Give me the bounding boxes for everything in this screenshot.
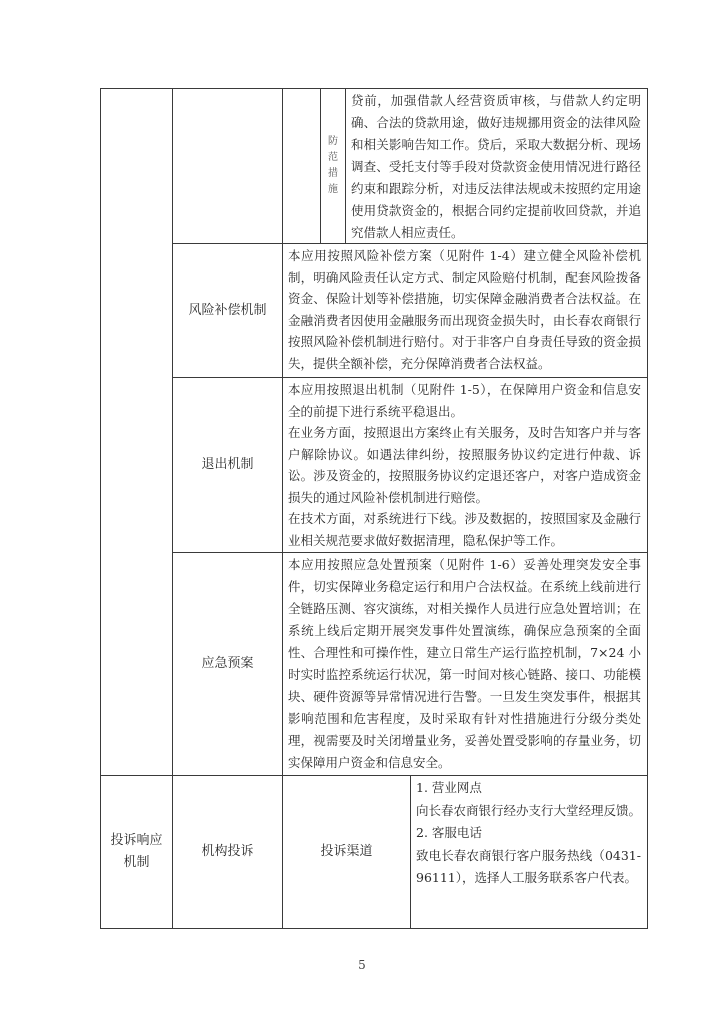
complaint-category-line-2: 机制 xyxy=(123,855,150,870)
exit-paragraph-2: 在业务方面，按照退出方案终止有关服务，及时告知客户并与客户解除协议。如遇法律纠纷，按照服务协议约定进行仲裁、诉讼。涉及资金的，按照服务协议约定退还客户，对客户造成资金损失的通过风险补偿机制进行赔偿。 xyxy=(288,425,641,505)
channel-item-hotline-title: 2. 客服电话 xyxy=(416,825,482,840)
channel-item-hotline-desc: 致电长春农商银行客户服务热线（0431-96111），选择人工服务联系客户代表。 xyxy=(416,847,641,885)
prevention-label-char-2: 范 xyxy=(328,151,338,163)
col-divider-2-top xyxy=(282,88,283,243)
institution-complaint-label: 机构投诉 xyxy=(201,844,254,859)
complaint-category-label xyxy=(101,776,172,928)
page-number: 5 xyxy=(358,958,366,972)
prevention-label-char-1: 防 xyxy=(328,135,338,147)
channel-item-branch-title: 1. 营业网点 xyxy=(416,780,482,795)
emergency-plan-text: 本应用按照应急处置预案（见附件 1-6）妥善处理突发安全事件，切实保障业务稳定运行和用户合法权益。在系统上线前进行全链路压测、容灾演练，对相关操作人员进行应急处置培训；在系统上线后定期开展突发事件处置演练，确保应急预案的全面性、合理性和可操作性，建立日常生产运行监控机制，7×24 小时实时监控系统运行状况，第一时间对核心链路、接口、功能模块、硬件资源等异常情况进行告警。一旦发生突发事件，根据其影响范围和危害程度，及时采取有针对性措施进行分级分类处理，视需要及时关闭增量业务，妥善处置受影响的存量业务，切实保障用户资金和信息安全。 xyxy=(288,557,641,770)
exit-paragraph-1: 本应用按照退出机制（见附件 1-5），在保障用户资金和信息安全的前提下进行系统平稳退出。 xyxy=(288,382,641,419)
emergency-plan-label: 应急预案 xyxy=(201,656,254,671)
table-top-border xyxy=(100,88,647,89)
prevention-measures-text: 贷前，加强借款人经营资质审核，与借款人约定明确、合法的贷款用途，做好违规挪用资金的法律风险和相关影响告知工作。贷后，采取大数据分析、现场调查、受托支付等手段对贷款资金使用情况进行路径约束和跟踪分析，对违反法律法规或未按照约定用途使用贷款资金的，根据合同约定提前收回贷款，并追究借款人相应责任。 xyxy=(351,93,641,240)
table-right-border xyxy=(647,88,648,929)
complaint-channel-list xyxy=(416,777,641,890)
exit-mechanism-label: 退出机制 xyxy=(201,457,254,472)
exit-mechanism-text xyxy=(288,379,641,551)
complaint-category-line-1: 投诉响应 xyxy=(110,833,163,848)
exit-paragraph-3: 在技术方面，对系统进行下线。涉及数据的，按照国家及金融行业相关规范要求做好数据清理，隐私保护等工作。 xyxy=(288,511,641,548)
col-divider-2-bottom xyxy=(282,243,283,776)
channel-item-branch-desc: 向长春农商银行经办支行大堂经理反馈。 xyxy=(416,802,642,818)
table-bottom-border xyxy=(100,928,647,929)
col-divider-4-bottom xyxy=(410,775,411,929)
prevention-label-char-4: 施 xyxy=(328,183,338,195)
prevention-measures-label xyxy=(321,88,345,243)
complaint-channel-label: 投诉渠道 xyxy=(320,844,373,859)
col-divider-4-top xyxy=(345,88,346,243)
risk-compensation-text: 本应用按照风险补偿方案（见附件 1-4）建立健全风险补偿机制，明确风险责任认定方式、制定风险赔付机制，配套风险拨备资金、保险计划等补偿措施，切实保障金融消费者合法权益。在金融消费者因使用金融服务而出现资金损失时，由长春农商银行按照风险补偿机制进行赔付。对于非客户自身责任导致的资金损失，提供全额补偿，充分保障消费者合法权益。 xyxy=(288,248,641,371)
risk-compensation-label: 风险补偿机制 xyxy=(188,302,267,318)
prevention-label-char-3: 措 xyxy=(328,167,338,179)
